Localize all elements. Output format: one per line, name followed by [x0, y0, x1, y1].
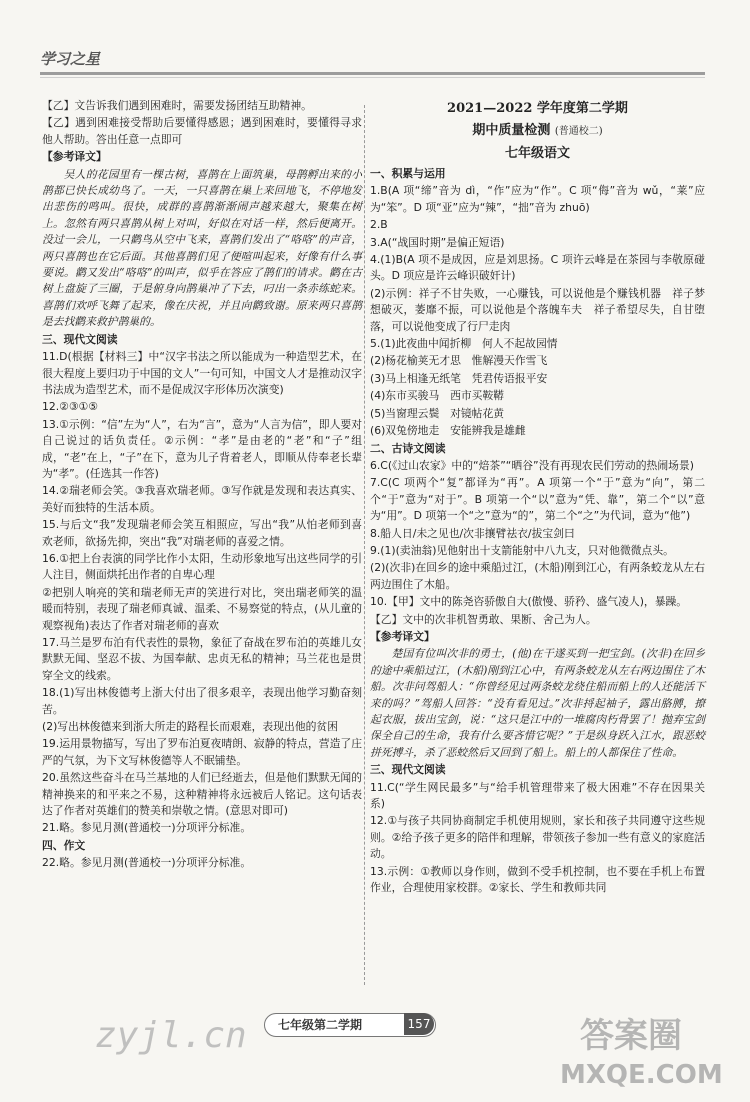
answer-line: (2)(次非)在回乡的途中乘船过江，(木船)刚到江心，有两条蛟龙从左右两边围住了木船。 — [370, 561, 705, 591]
section-heading: 【参考译文】 — [370, 629, 435, 643]
header-rule — [40, 72, 705, 75]
answer-line: 14.②瑞老师会笑。③我喜欢瑞老师。③写作就是发现和表达真实、美好而独特的生活本质。 — [42, 484, 362, 514]
footer-label: 七年级第二学期 — [278, 1018, 363, 1032]
answer-line: 4.(1)B(A 项不是成因，应是刘思扬。C 项许云峰是在茶园与李敬原碰头。D 项应是许云峰识破奸计) — [370, 253, 705, 283]
answer-line: 10.【甲】文中的陈尧咨骄傲自大(傲慢、骄矜、盛气凌人)，暴躁。 — [370, 595, 688, 609]
answer-line: 15.与后文“我”发现瑞老师会笑互相照应，写出“我”从怕老师到喜欢老师，欲扬先抑，突出“我”对瑞老师的喜爱之情。 — [42, 518, 362, 548]
answer-line: 12.①与孩子共同协商制定手机使用规则，家长和孩子共同遵守这些规则。②给予孩子更多的陪伴和理解，带领孩子参加一些有意义的家庭活动。 — [370, 814, 705, 861]
section-heading: 【参考译文】 — [42, 150, 107, 164]
answer-line: 18.(1)写出林俊德考上浙大付出了很多艰辛，表现出他学习勤奋刻苦。 — [42, 686, 362, 716]
column-divider — [364, 105, 365, 985]
answer-line: 6.C(《过山农家》中的“焙茶”“晒谷”没有再现农民们劳动的热闹场景) — [370, 458, 694, 472]
watermark-left: zyjl.cn — [95, 1015, 247, 1056]
brand-logo: 学习之星 — [40, 50, 101, 68]
header-rule-thin — [40, 77, 705, 78]
answer-line: (3)马上相逢无纸笔 凭君传语报平安 — [370, 371, 548, 385]
answer-line: (2)写出林俊德来到浙大所走的路程长而艰难，表现出他的贫困 — [42, 720, 339, 734]
answer-line: 21.略。参见月测(普通校一)分项评分标准。 — [42, 821, 252, 835]
answer-line: (5)当窗理云鬓 对镜帖花黄 — [370, 406, 505, 420]
answer-line: 19.运用景物描写，写出了罗布泊夏夜晴朗、寂静的特点，营造了庄严的气氛，为下文写林俊德等人不眠铺垫。 — [42, 737, 362, 767]
section-heading: 四、作文 — [42, 838, 86, 852]
section-heading: 一、积累与运用 — [370, 167, 446, 180]
left-column — [42, 98, 362, 873]
answer-line: 13.①示例：“信”左为“人”，右为“言”，意为“人言为信”，即人要对自己说过的话负责任。②示例：“孝”是由老的“老”和“子”组成，“老”在上，“子”在下，意为儿子背着老人，即顺从侍奉老长辈为“孝”。(任选其一作答) — [42, 417, 362, 480]
translation-paragraph: 楚国有位叫次非的勇士，(他)在干遂买到一把宝剑。(次非)在回乡的途中乘船过江，(木船)刚到江心中，有两条蛟龙从左右两边围住了木船。次非问驾船人：“你曾经见过两条蛟龙绕住船而船上的人还能活下来的吗？”驾船人回答：“没有看见过。”次非捋起袖子，露出胳膊，撩起衣服，拔出宝剑，说：“这只是江中的一堆腐肉朽骨罢了！抛弃宝剑保全自己的生命，我有什么要吝惜它呢？”于是纵身跃入江水，跟恶蛟拼死搏斗，杀了恶蛟然后又回到了船上。船上的人都保住了性命。 — [370, 647, 705, 759]
answer-line: 20.虽然这些奋斗在马兰基地的人们已经逝去，但是他们默默无闻的精神换来的和平来之不易，这种精神将永远被后人铭记。这句话表达了作者对英雄们的赞美和崇敬之情。(意思对即可) — [42, 771, 362, 818]
answer-line: 1.B(A 项“缔”音为 dì，“作”应为“作”。C 项“侮”音为 wǔ，“莱”应为“笨”。D 项“亚”应为“辣”，“拙”音为 zhuō) — [370, 184, 705, 214]
answer-line: 2.B — [370, 218, 388, 232]
answer-line: 12.②③①⑤ — [42, 400, 98, 414]
answer-line: 【乙】遇到困难接受帮助后要懂得感恩；遇到困难时，要懂得寻求他人帮助。答出任意一点即可 — [42, 116, 362, 146]
section-heading: 三、现代文阅读 — [370, 763, 446, 777]
answer-line: 7.C(C 项两个“复”都译为“再”。A 项第一个“于”意为“向”，第二个“于”意为“对于”。B 项第一个“以”意为“凭、靠”，第二个“以”意为“用”。D 项第一个“之”意为“的”，第二个“之”为代词，意为“他”) — [370, 476, 705, 523]
page-number: 157 — [404, 1013, 434, 1035]
exam-title-note: (普通校二) — [554, 126, 603, 137]
answer-line: 11.C(“学生网民最多”与“给手机管理带来了极大困难”不存在因果关系) — [370, 780, 705, 811]
answer-line: (4)东市买骏马 西市买鞍鞯 — [370, 389, 505, 403]
section-heading: 二、古诗文阅读 — [370, 441, 446, 455]
subject-title: 七年级语文 — [504, 146, 570, 161]
answer-line: ②把别人响亮的笑和瑞老师无声的笑进行对比，突出瑞老师笑的温暖而特别，表现了瑞老师真诚、温柔、不易察觉的特点，(从儿童的观察视角)表达了作者对瑞老师的喜欢 — [42, 585, 362, 632]
answer-line: 9.(1)(卖油翁)见他射出十支箭能射中八九支，只对他微微点头。 — [370, 543, 674, 557]
translation-paragraph: 吴人的花园里有一棵古树，喜鹊在上面筑巢，母鹊孵出来的小鹊都已快长成幼鸟了。一天，一只喜鹊在巢上来回地飞，不停地发出悲伤的鸣叫。很快，成群的喜鹊渐渐闹声越来越大，聚集在树上。忽然有两只喜鹊从树上对叫，好似在对话一样，然后便离开。没过一会儿，一只鹳鸟从空中飞来，喜鹊们发出了“咯咯”的声音，两只喜鹊也在它后面。其他喜鹊们见了便喧叫起来，好像有什么事要说。鹳又发出“咯咯”的叫声，似乎在答应了鹊们的请求。鹳在古树上盘旋了三圈，于是俯身向鹊巢冲了下去，叼出一条赤练蛇来。喜鹊们欢呼飞舞了起来，像在庆祝，并且向鹳致谢。原来两只喜鹊是去找鹳来救护鹊巢的。 — [42, 167, 362, 329]
right-column — [370, 98, 705, 897]
watermark-right-top: 答案圈 — [580, 1016, 682, 1056]
answer-line: 13.示例：①教师以身作则，做到不受手机控制，也不要在手机上布置作业，合理使用家校群。②家长、学生和教师共同 — [370, 864, 705, 895]
answer-line: 22.略。参见月测(普通校一)分项评分标准。 — [42, 856, 252, 870]
section-heading: 三、现代文阅读 — [42, 332, 118, 346]
answer-line: 16.①把上台表演的同学比作小太阳，生动形象地写出这些同学的引人注目，侧面烘托出作者的自卑心理 — [42, 551, 362, 582]
answer-line: 5.(1)此夜曲中闻折柳 何人不起故园情 — [370, 337, 558, 351]
answer-line: (2)示例：祥子不甘失败，一心赚钱，可以说他是个赚钱机器 祥子梦想破灭，萎靡不振，可以说他是个落魄车夫 祥子希望尽失，自甘堕落，可以说他变成了行尸走肉 — [370, 286, 705, 333]
answer-line: 【乙】文中的次非机智勇敢、果断、舍己为人。 — [370, 612, 597, 626]
answer-line: (2)杨花榆荚无才思 惟解漫天作雪飞 — [370, 354, 548, 368]
exam-title-text: 期中质量检测 — [472, 123, 551, 138]
exam-title — [370, 120, 705, 143]
answer-line: 17.马兰是罗布泊有代表性的景物，象征了奋战在罗布泊的英雄儿女默默无闻、坚忍不拔、为国奉献、忠贞无私的精神；马兰花也是贯穿全文的线索。 — [42, 636, 362, 682]
answer-line: (6)双兔傍地走 安能辨我是雄雌 — [370, 424, 526, 438]
watermark-right-bottom: MXQE.COM — [560, 1060, 723, 1090]
answer-line: 8.船人日/未之见也/次非攘臂祛衣/拔宝剑曰 — [370, 526, 575, 540]
answer-line: 【乙】文告诉我们遇到困难时，需要发扬团结互助精神。 — [42, 99, 312, 112]
exam-year-title: 2021—2022 学年度第二学期 — [447, 101, 628, 116]
answer-line: 11.D(根据【材料三】中“汉字书法之所以能成为一种造型艺术，在很大程度上要归功于中国的文人”一句可知，中国文人才是推动汉字书法成为造型艺术，而不是促成汉字形体历次演变) — [42, 350, 362, 396]
answer-line: 3.A(“战国时期”是偏正短语) — [370, 235, 505, 249]
